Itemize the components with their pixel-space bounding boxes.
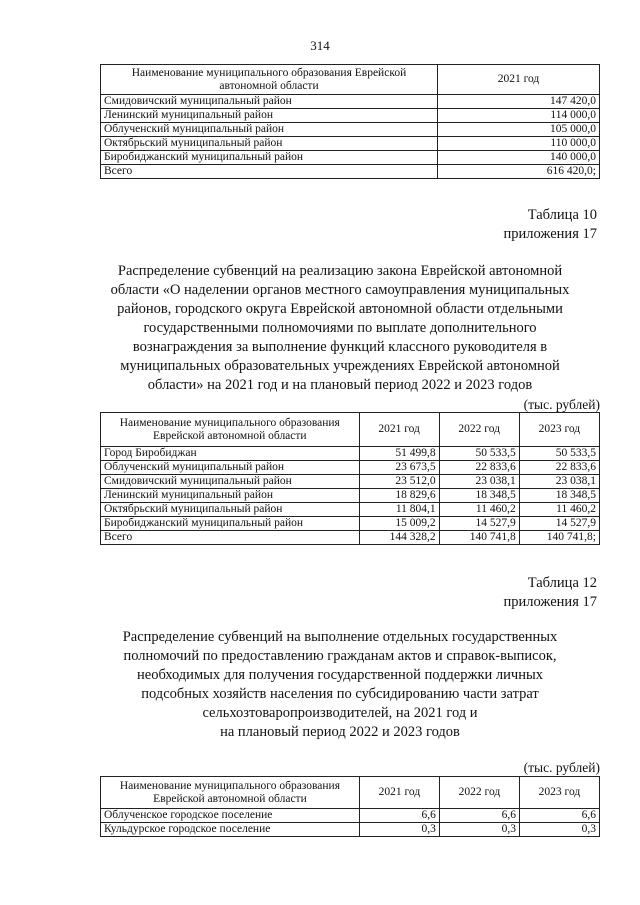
cell-2023: 22 833,6 [519,461,599,475]
cell-municipality: Октябрьский муниципальный район [101,137,438,151]
cell-municipality: Всего [101,165,438,179]
title-line: Распределение субвенций на выполнение отдельных государственных [122,629,558,645]
cell-2023: 14 527,9 [519,517,599,531]
cell-2021: 6,6 [359,809,439,823]
cell-2023: 140 741,8; [519,531,599,545]
unit-label: (тыс. рублей) [523,397,600,412]
cell-2021: 110 000,0 [438,137,600,151]
cell-municipality: Ленинский муниципальный район [101,489,360,503]
column-header-municipality: Наименование муниципального образования Еврейской автономной области [101,413,360,447]
title-line: полномочий по предоставлению гражданам актов и справок-выписок, [123,648,557,664]
table-row [101,809,600,823]
cell-municipality: Кульдурское городское поселение [101,823,360,837]
table-number: Таблица 12 [527,575,597,591]
title-line: необходимых для получения государственной поддержки личных [137,667,543,683]
column-header-2021: 2021 год [359,413,439,447]
column-header-2021: 2021 год [359,777,439,809]
cell-2021: 144 328,2 [359,531,439,545]
table-10-class-teacher-subsidies [100,412,600,545]
column-header-2023: 2023 год [519,777,599,809]
title-line: на плановый период 2022 и 2023 годов [220,724,460,740]
table-10-caption [504,206,597,244]
cell-municipality: Облученский муниципальный район [101,123,438,137]
cell-2022: 18 348,5 [439,489,519,503]
appendix-reference: приложения 17 [503,226,597,242]
cell-municipality: Ленинский муниципальный район [101,109,438,123]
column-header-municipality: Наименование муниципального образования Еврейской автономной области [101,777,360,809]
cell-2022: 23 038,1 [439,475,519,489]
cell-2021: 616 420,0; [438,165,600,179]
table-header-row [101,413,600,447]
cell-2022: 0,3 [439,823,519,837]
appendix-reference: приложения 17 [503,594,597,610]
cell-municipality: Смидовичский муниципальный район [101,95,438,109]
cell-municipality: Облученский муниципальный район [101,461,360,475]
cell-municipality: Биробиджанский муниципальный район [101,517,360,531]
column-header-2022: 2022 год [439,777,519,809]
column-header-2023: 2023 год [519,413,599,447]
page-number: 314 [310,38,330,53]
column-header-2021: 2021 год [438,65,600,95]
cell-2022: 11 460,2 [439,503,519,517]
table-header-row [101,777,600,809]
title-line: сельхозтоваропроизводителей, на 2021 год и [202,705,478,721]
cell-2021: 105 000,0 [438,123,600,137]
cell-2021: 51 499,8 [359,447,439,461]
table-number: Таблица 10 [527,207,597,223]
table-12-title [100,628,580,742]
cell-2023: 6,6 [519,809,599,823]
cell-municipality: Октябрьский муниципальный район [101,503,360,517]
cell-2021: 23 512,0 [359,475,439,489]
table-10-title: Распределение субвенций на реализацию закона Еврейской автономной области «О наделении органов местного самоуправления муниципальных районов, городского округа Еврейской автономной области отдельными государственными полномочиями по выплате дополнительного вознаграждения за выполнение функций классного руководителя в муниципальных образовательных учреждениях Еврейской автономной области» на 2021 год и на плановый период 2022 и 2023 годов [110,263,570,393]
table-12-household-subsidies [100,776,600,837]
cell-2023: 0,3 [519,823,599,837]
table-row [101,489,600,503]
column-header-2022: 2022 год [439,413,519,447]
cell-2021: 18 829,6 [359,489,439,503]
cell-2023: 23 038,1 [519,475,599,489]
table-row [101,109,600,123]
cell-municipality: Смидовичский муниципальный район [101,475,360,489]
cell-municipality: Всего [101,531,360,545]
cell-2021: 11 804,1 [359,503,439,517]
table-row [101,475,600,489]
table-row [101,95,600,109]
table-row [101,151,600,165]
cell-2022: 6,6 [439,809,519,823]
table-row [101,447,600,461]
cell-2021: 0,3 [359,823,439,837]
cell-municipality: Биробиджанский муниципальный район [101,151,438,165]
table-header-row [101,65,600,95]
column-header-municipality: Наименование муниципального образования Еврейской автономной области [101,65,438,95]
cell-2021: 15 009,2 [359,517,439,531]
table-total-row [101,531,600,545]
table-12-caption [504,574,597,612]
cell-2022: 140 741,8 [439,531,519,545]
cell-2023: 11 460,2 [519,503,599,517]
table-row [101,503,600,517]
cell-2022: 50 533,5 [439,447,519,461]
cell-2022: 22 833,6 [439,461,519,475]
table-row [101,823,600,837]
cell-2023: 18 348,5 [519,489,599,503]
table-1-subsidies-2021 [100,64,600,179]
table-row [101,137,600,151]
cell-2023: 50 533,5 [519,447,599,461]
cell-2021: 147 420,0 [438,95,600,109]
unit-label: (тыс. рублей) [523,760,600,775]
cell-municipality: Город Биробиджан [101,447,360,461]
cell-2021: 114 000,0 [438,109,600,123]
table-row [101,123,600,137]
title-line: подсобных хозяйств населения по субсидированию части затрат [141,686,539,702]
table-row [101,461,600,475]
table-total-row [101,165,600,179]
cell-municipality: Облученское городское поселение [101,809,360,823]
cell-2021: 140 000,0 [438,151,600,165]
table-row [101,517,600,531]
cell-2022: 14 527,9 [439,517,519,531]
cell-2021: 23 673,5 [359,461,439,475]
